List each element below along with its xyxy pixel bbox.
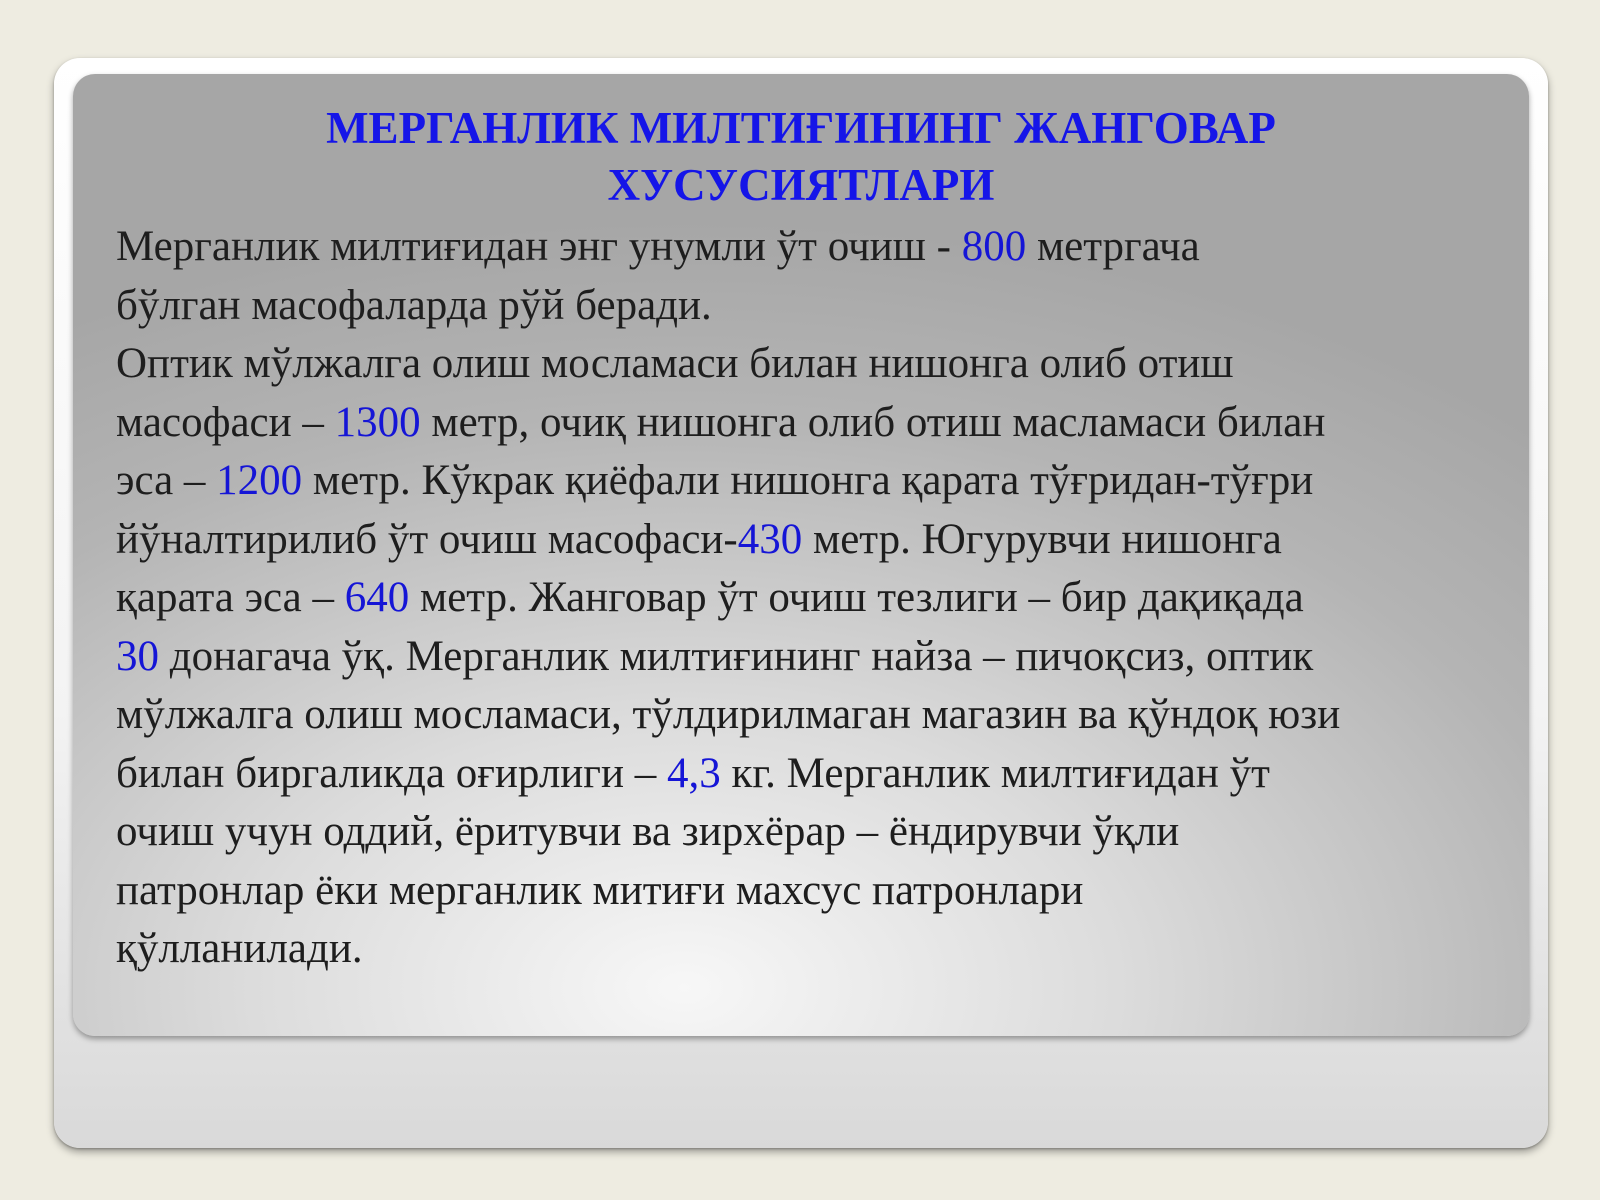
body-text-segment: Мерганлик милтиғидан энг унумли ўт очиш - [116,223,962,270]
body-text-segment: мўлжалга олиш мосламаси, тўлдирилмаган магазин ва қўндоқ юзи [116,691,1341,738]
body-line [116,452,1521,511]
body-line [116,277,1521,336]
body-text-segment: қўлланилади. [116,925,363,972]
body-text-segment: билан биргаликда оғирлиги – [116,749,667,797]
body-text-segment: Оптик мўлжалга олиш мосламаси билан нишонга олиб отиш [116,340,1234,387]
body-text-segment: метр, очиқ нишонга олиб отиш масламаси билан [420,398,1326,446]
body-line [116,862,1521,921]
body-text-segment: йўналтирилиб ўт очиш масофаси- [116,515,738,563]
highlighted-number: 30 [116,632,159,680]
body-text-segment: кг. Мерганлик милтиғидан ўт [720,749,1270,797]
body-text-segment: масофаси – [116,398,335,446]
body-line [116,335,1521,394]
slide-title-line-2: ХУСУСИЯТЛАРИ [607,160,995,210]
body-text-segment: донагача ўқ. Мерганлик милтиғининг найза – пичоқсиз, оптик [159,632,1314,680]
body-line [116,803,1521,862]
highlighted-number: 1300 [334,398,421,446]
body-text-segment: метр. Кўкрак қиёфали нишонга қарата тўғридан-тўғри [302,457,1314,504]
body-text-segment: метргача [1026,223,1200,270]
highlighted-number: 1200 [216,457,303,504]
body-line [116,745,1521,804]
body-line [116,628,1521,687]
body-text-segment: метр. Жанговар ўт очиш тезлиги – бир дақиқада [409,574,1304,621]
highlighted-number: 800 [961,223,1027,270]
body-text-segment: эса – [116,457,217,504]
body-text-segment: бўлган масофаларда рўй беради. [116,281,712,329]
body-line [116,686,1521,745]
body-text-segment: патронлар ёки мерганлик митиғи махсус патронлари [116,866,1084,914]
body-line [116,511,1521,570]
body-text-segment: қарата эса – [116,574,345,621]
highlighted-number: 430 [737,515,803,563]
body-text-segment: метр. Югурувчи нишонга [802,515,1282,563]
highlighted-number: 640 [344,574,410,621]
slide-body-text [116,218,1521,979]
body-line [116,569,1521,628]
slide-title [73,100,1529,214]
body-line [116,920,1521,979]
highlighted-number: 4,3 [666,749,721,797]
slide-title-line-1: МЕРГАНЛИК МИЛТИҒИНИНГ ЖАНГОВАР [326,103,1276,153]
body-text-segment: очиш учун оддий, ёритувчи ва зирхёрар – ёндирувчи ўқли [116,808,1180,855]
body-line [116,218,1521,277]
body-line [116,394,1521,453]
